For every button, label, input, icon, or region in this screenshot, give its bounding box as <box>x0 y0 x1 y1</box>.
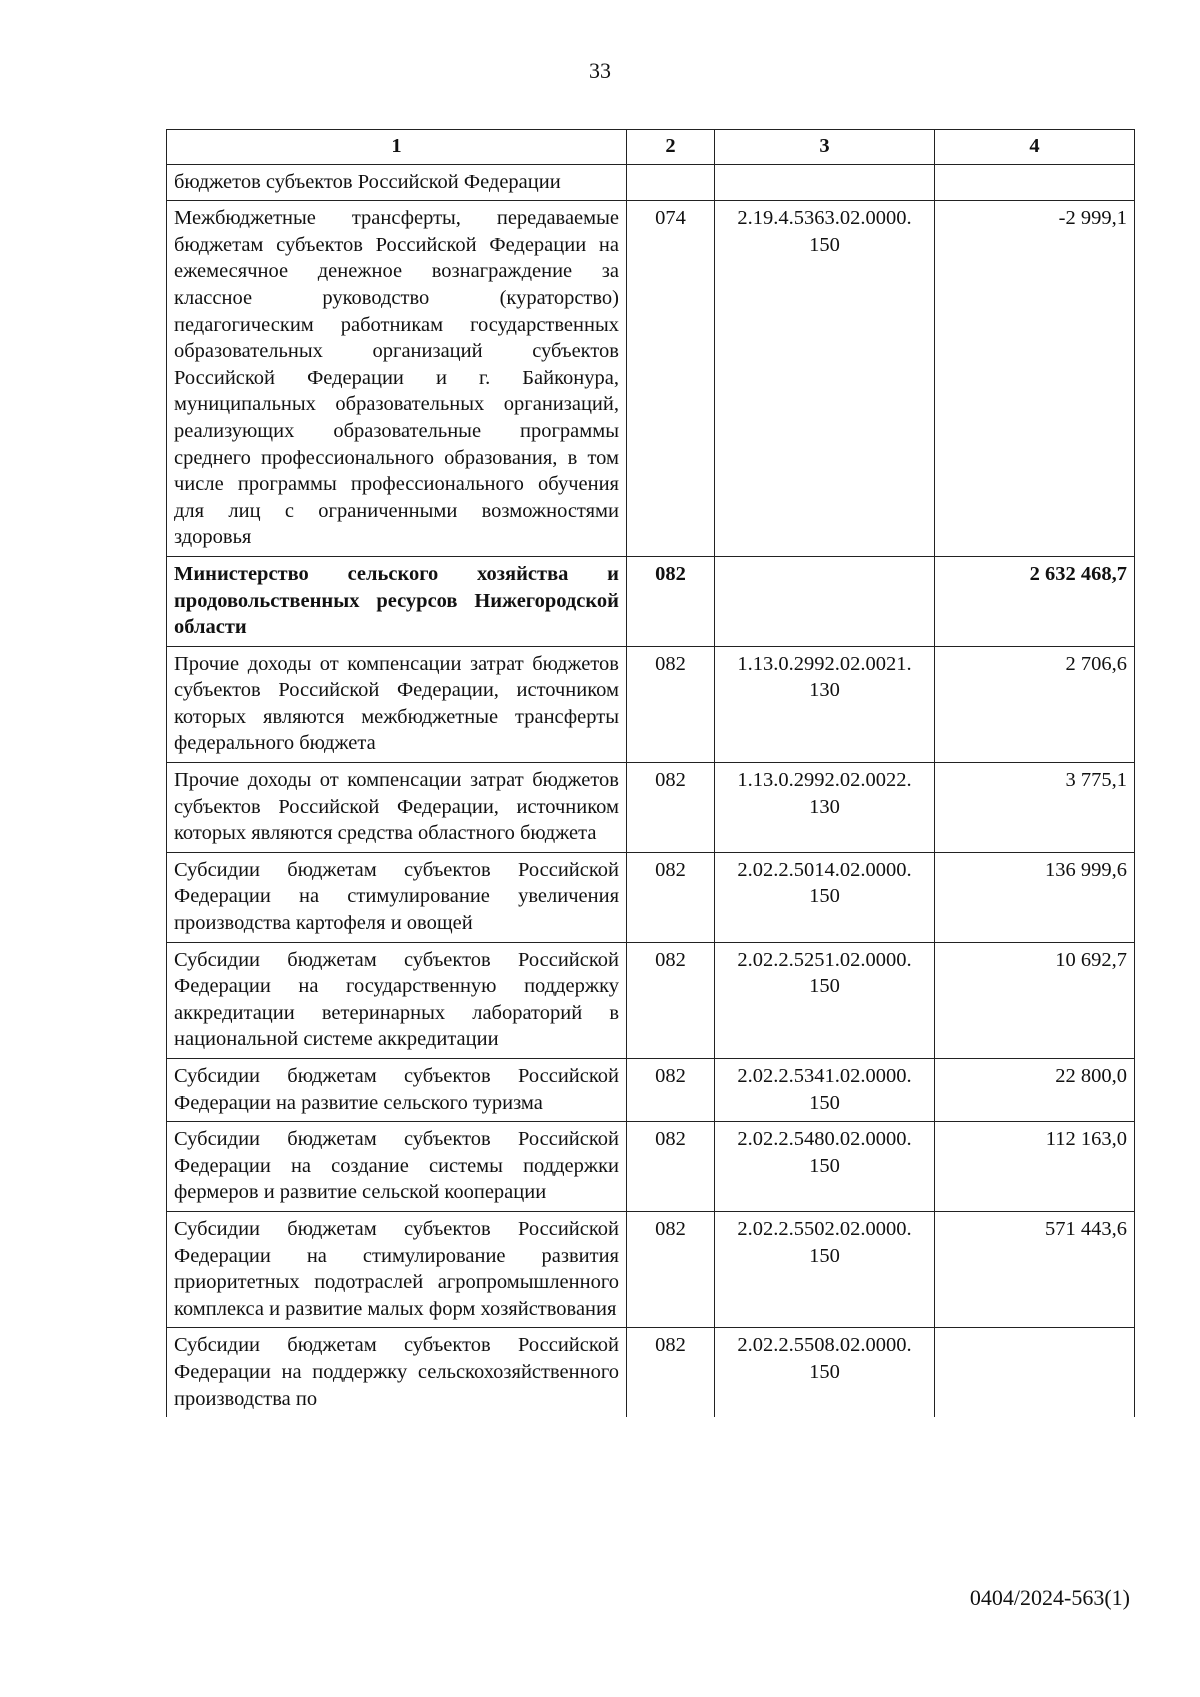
row-amount: -2 999,1 <box>935 201 1135 557</box>
row-budget-code: 2.02.2.5502.02.0000. 150 <box>715 1211 935 1327</box>
row-amount: 2 706,6 <box>935 646 1135 762</box>
row-name: Субсидии бюджетам субъектов Российской Федерации на стимулирование увеличения производства картофеля и овощей <box>167 852 627 942</box>
table-row <box>167 1059 1135 1122</box>
row-budget-code: 1.13.0.2992.02.0022. 130 <box>715 763 935 853</box>
row-name: Межбюджетные трансферты, передаваемые бюджетам субъектов Российской Федерации на ежемесячное денежное вознаграждение за классное руководство (кураторство) педагогическим работникам государственных образовательных организаций субъектов Российской Федерации и г. Байконура, муниципальных образовательных организаций, реализующих образовательные программы среднего профессионального образования, в том числе программы профессионального обучения для лиц с ограниченными возможностями здоровья <box>167 201 627 557</box>
row-amount <box>935 1328 1135 1417</box>
row-admin-code: 082 <box>627 556 715 646</box>
table-row <box>167 201 1135 557</box>
row-admin-code: 074 <box>627 201 715 557</box>
row-amount: 112 163,0 <box>935 1122 1135 1212</box>
table-row <box>167 1328 1135 1417</box>
row-budget-code: 2.02.2.5014.02.0000. 150 <box>715 852 935 942</box>
document-code: 0404/2024-563(1) <box>969 1585 1130 1610</box>
table-row <box>167 763 1135 853</box>
page-number: 33 <box>589 58 611 83</box>
table-row <box>167 852 1135 942</box>
table-row <box>167 1122 1135 1212</box>
row-amount: 2 632 468,7 <box>935 556 1135 646</box>
row-budget-code: 2.02.2.5251.02.0000. 150 <box>715 942 935 1058</box>
row-amount <box>935 164 1135 201</box>
row-name: Субсидии бюджетам субъектов Российской Федерации на развитие сельского туризма <box>167 1059 627 1122</box>
row-admin-code: 082 <box>627 942 715 1058</box>
table-header-row <box>167 130 1135 165</box>
row-budget-code: 2.02.2.5341.02.0000. 150 <box>715 1059 935 1122</box>
column-header-4: 4 <box>935 130 1135 165</box>
row-amount: 136 999,6 <box>935 852 1135 942</box>
row-admin-code: 082 <box>627 1122 715 1212</box>
row-name: Субсидии бюджетам субъектов Российской Федерации на государственную поддержку аккредитации ветеринарных лабораторий в национальной системе аккредитации <box>167 942 627 1058</box>
row-amount: 3 775,1 <box>935 763 1135 853</box>
row-budget-code: 2.19.4.5363.02.0000. 150 <box>715 201 935 557</box>
row-amount: 571 443,6 <box>935 1211 1135 1327</box>
row-admin-code <box>627 164 715 201</box>
row-admin-code: 082 <box>627 852 715 942</box>
budget-table <box>166 129 1135 1417</box>
row-amount: 22 800,0 <box>935 1059 1135 1122</box>
table-row <box>167 646 1135 762</box>
row-name: Прочие доходы от компенсации затрат бюджетов субъектов Российской Федерации, источником которых являются межбюджетные трансферты федерального бюджета <box>167 646 627 762</box>
row-budget-code: 2.02.2.5480.02.0000. 150 <box>715 1122 935 1212</box>
table-row <box>167 1211 1135 1327</box>
row-budget-code <box>715 556 935 646</box>
row-budget-code: 1.13.0.2992.02.0021. 130 <box>715 646 935 762</box>
row-admin-code: 082 <box>627 1059 715 1122</box>
row-name: Субсидии бюджетам субъектов Российской Федерации на создание системы поддержки фермеров и развитие сельской кооперации <box>167 1122 627 1212</box>
row-name: бюджетов субъектов Российской Федерации <box>167 164 627 201</box>
row-admin-code: 082 <box>627 1328 715 1417</box>
column-header-2: 2 <box>627 130 715 165</box>
column-header-1: 1 <box>167 130 627 165</box>
table-row <box>167 942 1135 1058</box>
row-budget-code: 2.02.2.5508.02.0000. 150 <box>715 1328 935 1417</box>
row-admin-code: 082 <box>627 646 715 762</box>
row-name: Субсидии бюджетам субъектов Российской Федерации на стимулирование развития приоритетных подотраслей агропромышленного комплекса и развитие малых форм хозяйствования <box>167 1211 627 1327</box>
column-header-3: 3 <box>715 130 935 165</box>
row-name: Субсидии бюджетам субъектов Российской Федерации на поддержку сельскохозяйственного производства по <box>167 1328 627 1417</box>
row-budget-code <box>715 164 935 201</box>
table-row <box>167 164 1135 201</box>
row-name: Прочие доходы от компенсации затрат бюджетов субъектов Российской Федерации, источником которых являются средства областного бюджета <box>167 763 627 853</box>
row-name: Министерство сельского хозяйства и продовольственных ресурсов Нижегородской области <box>167 556 627 646</box>
row-admin-code: 082 <box>627 763 715 853</box>
row-amount: 10 692,7 <box>935 942 1135 1058</box>
row-admin-code: 082 <box>627 1211 715 1327</box>
table-row-ministry <box>167 556 1135 646</box>
